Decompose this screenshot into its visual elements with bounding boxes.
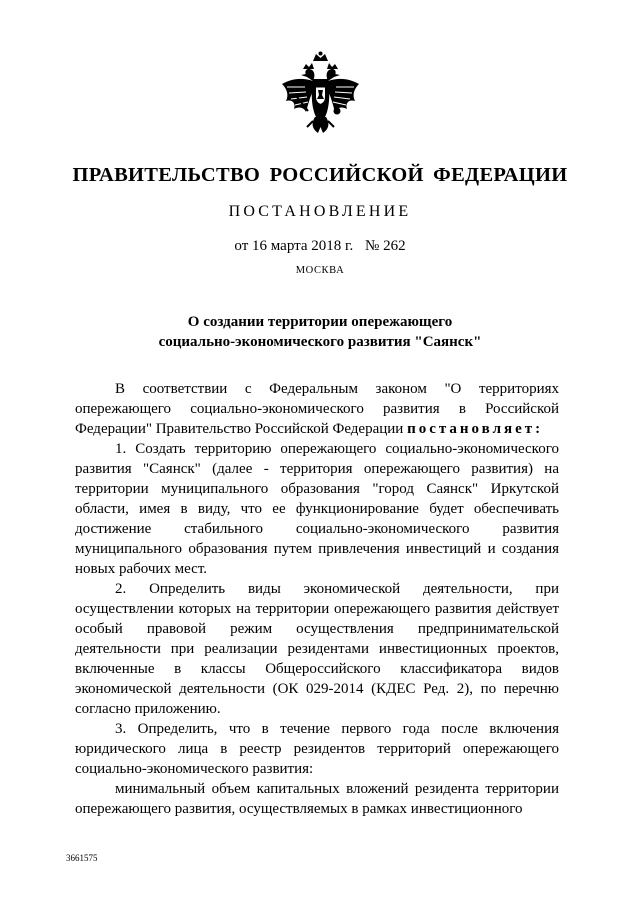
document-date: от 16 марта 2018 г.	[234, 238, 354, 254]
item-1-paragraph: 1. Создать территорию опережающего социально-экономического развития "Саянск" (далее - территория опережающего развития) на территории муниципального образования "город Саянск" Иркутской области, имея в виду, что ее функционирование будет обеспечивать достижение стабильного социально-экономического развития муниципального образования путем привлечения инвестиций и создания новых рабочих мест.	[75, 441, 559, 577]
document-date-line	[0, 238, 640, 255]
heading-line-1: О создании территории опережающего	[187, 314, 453, 330]
number-sign: №	[365, 238, 380, 254]
intro-paragraph	[75, 379, 559, 439]
russian-coat-of-arms-icon	[277, 51, 364, 141]
intro-text: В соответствии с Федеральным законом "О территориях опережающего социально-экономического развития в Российской Федерации" Правительство Российской Федерации	[75, 381, 559, 437]
document-number: 262	[383, 238, 406, 254]
document-type: ПОСТАНОВЛЕНИЕ	[228, 203, 412, 220]
document-place: МОСКВА	[295, 265, 345, 276]
item-2-paragraph: 2. Определить виды экономической деятельности, при осуществлении которых на территории опережающего развития действует особый правовой режим осуществления предпринимательской деятельности при реализации резидентами инвестиционных проектов, включенные в классы Общероссийского классификатора видов экономической деятельности (ОК 029-2014 (КДЕС Ред. 2), по перечню согласно приложению.	[75, 581, 559, 717]
item-3-paragraph: 3. Определить, что в течение первого года после включения юридического лица в реестр резидентов территорий опережающего социально-экономического развития:	[75, 721, 559, 777]
document-code: 3661575	[66, 853, 98, 863]
resolves-keyword: постановляет:	[407, 421, 544, 437]
heading-line-2: социально-экономического развития "Саянск"	[158, 334, 482, 350]
document-heading	[0, 312, 640, 352]
government-title: ПРАВИТЕЛЬСТВО РОССИЙСКОЙ ФЕДЕРАЦИИ	[72, 164, 568, 186]
item-3-subparagraph: минимальный объем капитальных вложений резидента территории опережающего развития, осуществляемых в рамках инвестиционного	[75, 781, 559, 817]
document-body	[75, 379, 559, 819]
